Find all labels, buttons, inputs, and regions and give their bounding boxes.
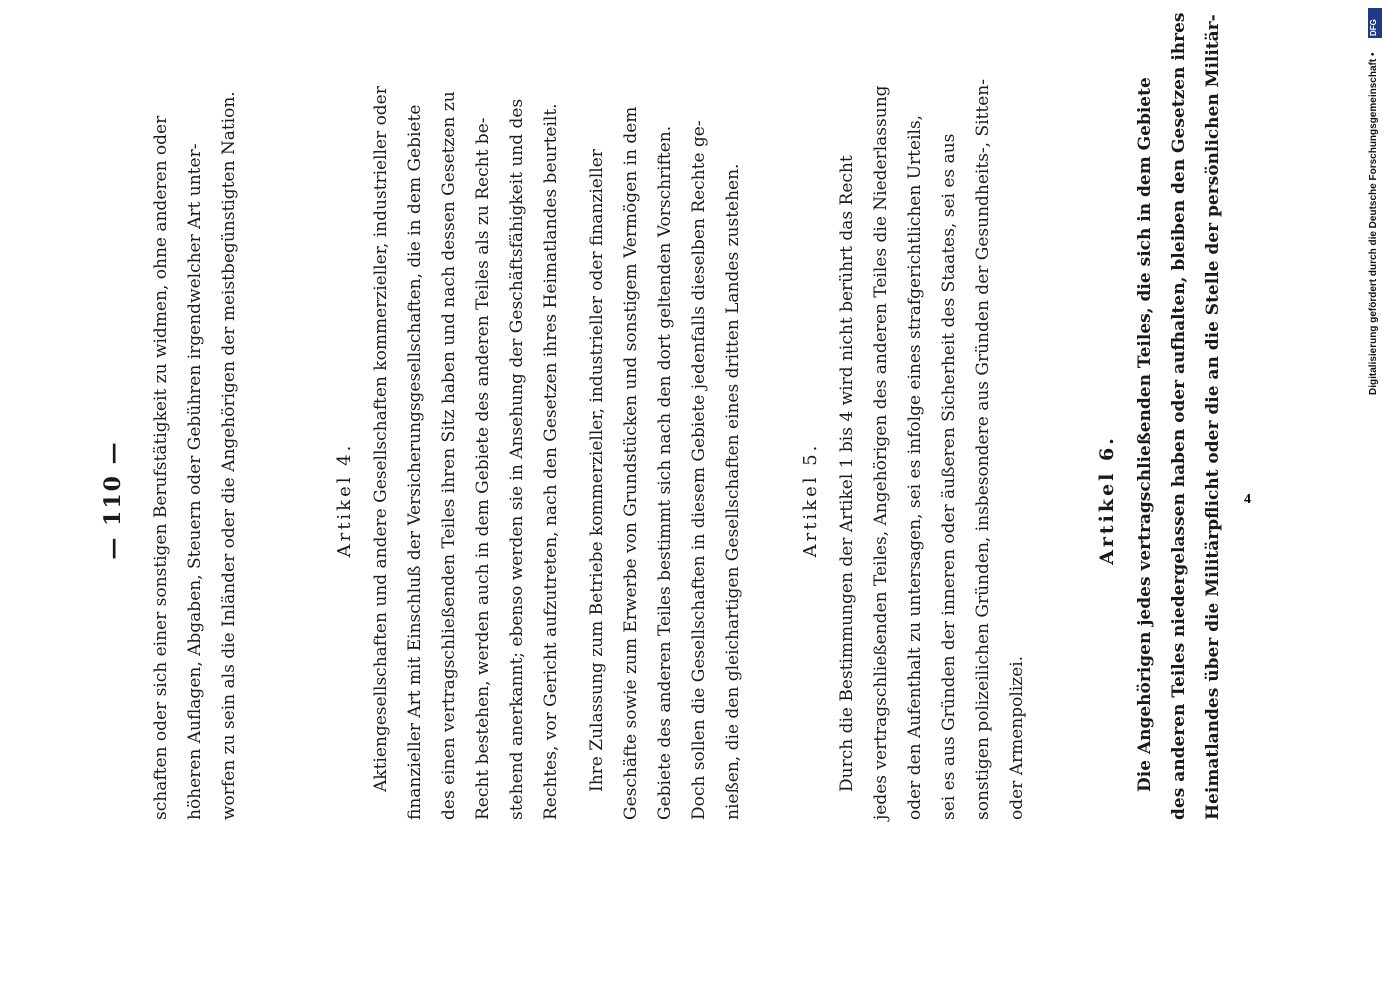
text-line: nießen, die den gleichartigen Gesellschaften eines dritten Landes zustehen. — [723, 163, 743, 820]
text-line: Aktiengesellschaften und andere Gesellschaften kommerzieller, industrieller oder — [371, 86, 391, 792]
text-line: worfen zu sein als die Inländer oder die Angehörigen der meistbegünstigten Nation. — [219, 91, 239, 820]
article-5-heading: Artikel 5. — [800, 442, 821, 558]
text-line: oder den Aufenthalt zu untersagen, sei es infolge eines strafgerichtlichen Urteils, — [905, 114, 925, 820]
signature-mark: 4 — [1244, 492, 1251, 507]
rotated-document-page — [100, 12, 1250, 820]
text-line: Recht bestehen, werden auch in dem Gebiete des anderen Teiles als zu Recht be- — [473, 117, 493, 820]
text-line: höheren Auflagen, Abgaben, Steuern oder Gebühren irgendwelcher Art unter- — [185, 143, 205, 820]
attribution-text: Digitalisierung gefördert durch die Deutsche Forschungsgemeinschaft • — [1368, 52, 1379, 395]
text-line: Gebiete des anderen Teiles bestimmt sich nach den dort geltenden Vorschriften. — [655, 125, 675, 820]
text-line: Doch sollen die Gesellschaften in diesem Gebiete jedenfalls dieselben Rechte ge- — [689, 120, 709, 820]
article-6-heading: Artikel 6. — [1096, 435, 1118, 565]
text-line: sei es aus Gründen der inneren oder äußeren Sicherheit des Staates, sei es aus — [939, 133, 959, 820]
text-line: des anderen Teiles niedergelassen haben oder aufhalten, bleiben den Gesetzen ihres — [1169, 12, 1189, 820]
text-line: oder Armenpolizei. — [1007, 655, 1027, 820]
text-line: Durch die Bestimmungen der Artikel 1 bis 4 wird nicht berührt das Recht — [837, 155, 857, 792]
page-number: — 110 — — [100, 440, 126, 560]
text-line: Ihre Zulassung zum Betriebe kommerzieller, industrieller oder finanzieller — [587, 149, 607, 792]
text-line: finanzieller Art mit Einschluß der Versicherungsgesellschaften, die in dem Gebiete — [405, 104, 425, 820]
text-line: Geschäfte sowie zum Erwerbe von Grundstücken und sonstigem Vermögen in dem — [621, 106, 641, 820]
text-line: Rechtes, vor Gericht aufzutreten, nach den Gesetzen ihres Heimatlandes beurteilt. — [541, 103, 561, 820]
text-line: schaften oder sich einer sonstigen Berufstätigkeit zu widmen, ohne anderen oder — [151, 115, 171, 820]
text-line: sonstigen polizeilichen Gründen, insbesondere aus Gründen der Gesundheits-, Sitten- — [973, 79, 993, 820]
text-line: Heimatlandes über die Militärpflicht oder die an die Stelle der persönlichen Militär- — [1203, 14, 1223, 820]
text-line: Die Angehörigen jedes vertragschließenden Teiles, die sich in dem Gebiete — [1135, 77, 1155, 792]
text-line: jedes vertragschließenden Teiles, Angehörigen des anderen Teiles die Niederlassung — [871, 85, 891, 820]
dfg-logo: DFG — [1368, 8, 1382, 38]
article-4-heading: Artikel 4. — [334, 442, 355, 558]
text-line: stehend anerkannt; ebenso werden sie in Ansehung der Geschäftsfähigkeit und des — [507, 98, 527, 820]
text-line: des einen vertragschließenden Teiles ihren Sitz haben und nach dessen Gesetzen zu — [439, 91, 459, 820]
